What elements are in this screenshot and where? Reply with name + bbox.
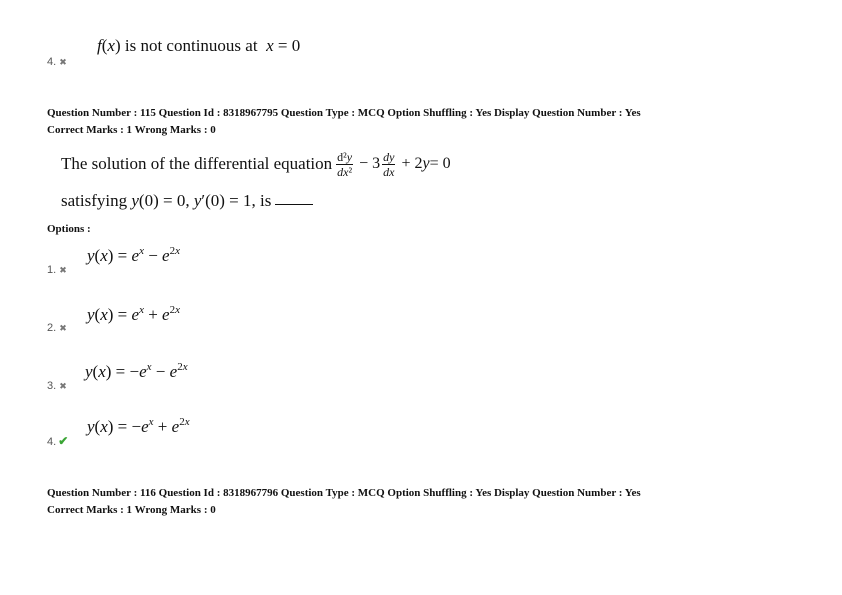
check-mark-icon: ✔ <box>58 434 69 448</box>
question-115-meta-line2: Correct Marks : 1 Wrong Marks : 0 <box>47 124 216 136</box>
question-116-meta-line1: Question Number : 116 Question Id : 8318967796 Question Type : MCQ Option Shuffling : Yes Display Question Number : Yes <box>47 487 641 499</box>
cross-mark-icon: ✖ <box>59 265 67 275</box>
option-2-number: 2. ✖ <box>47 322 67 334</box>
cross-mark-icon: ✖ <box>59 323 67 333</box>
option-2-text[interactable]: $y(x) = e^x + e^{2x}$ <box>87 304 180 324</box>
answer-blank <box>275 204 313 205</box>
option-4-text[interactable]: $y(x) = -e^x + e^{2x}$ <box>87 416 190 436</box>
question-115-meta-line1: Question Number : 115 Question Id : 8318967795 Question Type : MCQ Option Shuffling : Yes Display Question Number : Yes <box>47 107 641 119</box>
option-1-number: 1. ✖ <box>47 264 67 276</box>
prev-option-4-number: 4. ✖ <box>47 56 67 68</box>
option-3-text[interactable]: $y(x) = -e^x - e^{2x}$ <box>85 361 188 381</box>
option-3-number: 3. ✖ <box>47 380 67 392</box>
question-116-meta-line2: Correct Marks : 1 Wrong Marks : 0 <box>47 504 216 516</box>
options-label: Options : <box>47 223 91 235</box>
option-4-number: 4. ✔ <box>47 434 69 448</box>
cross-mark-icon: ✖ <box>59 57 67 67</box>
prev-option-4-text: f(x) is not continuous at x = 0 <box>97 36 301 55</box>
cross-mark-icon: ✖ <box>59 381 67 391</box>
differential-equation: $\frac{\text{d²y}}{\text{dx²}}$ − 3 $\frac{dy}{dx}$ + 2 y = 0 <box>337 149 451 179</box>
question-text-line2: satisfying y(0) = 0, y′(0) = 1, is <box>61 191 313 211</box>
question-text-prefix: The solution of the differential equation <box>61 154 333 173</box>
option-1-text[interactable]: $y(x) = e^x - e^{2x}$ <box>87 245 180 265</box>
question-text-line1 <box>61 147 451 181</box>
